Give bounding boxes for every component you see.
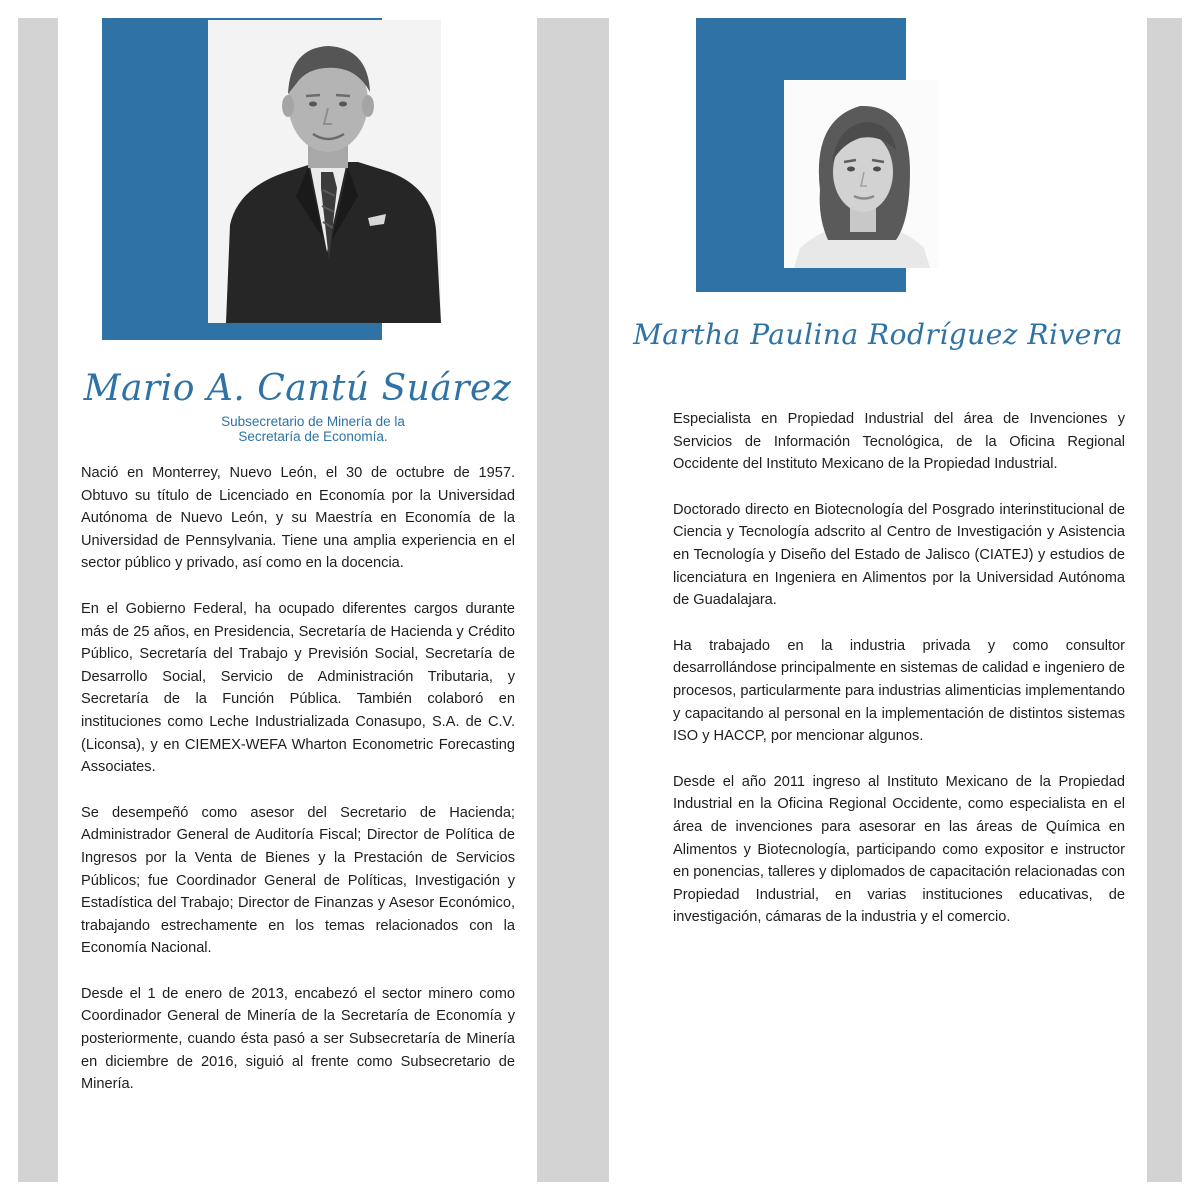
bio-paragraph: En el Gobierno Federal, ha ocupado diferentes cargos durante más de 25 años, en Presidencia, Secretaría de Hacienda y Crédito Público, Secretaría del Trabajo y Previsión Social, Secretaría de Desarrollo Social, Servicio de Administración Tributaria, y Secretaría de la Función Pública. También colaboró en instituciones como Leche Industrializada Conasupo, S.A. de C.V. (Liconsa), y en CIEMEX-WEFA Wharton Econometric Forecasting Associates. [81, 600, 515, 776]
profile-photo-woman [784, 80, 939, 268]
profile-name-left: Mario A. Cantú Suárez [83, 368, 512, 409]
bio-paragraph: Se desempeñó como asesor del Secretario de Hacienda; Administrador General de Auditoría Fiscal; Director de Política de Ingresos por la Venta de Bienes y la Prestación de Servicios Públicos; fue Coordinador General de Políticas, Investigación y Estadística del Trabajo; Director de Finanzas y Asesor Económico, trabajando estrechamente en los temas relacionados con la Economía Nacional. [81, 804, 515, 957]
profile-bio-right [673, 408, 1125, 952]
bio-paragraph: Desde el año 2011 ingreso al Instituto Mexicano de la Propiedad Industrial en la Oficina Regional Occidente, como especialista en el área de invenciones para asesorar en las áreas de Química en Alimentos y Biotecnología, participando como expositor e instructor en ponencias, talleres y diplomados de capacitación relacionadas con Propiedad Industrial, en varias instituciones educativas, de investigación, cámaras de la industria y el comercio. [673, 773, 1125, 926]
portrait-woman-illustration [784, 80, 939, 268]
bio-paragraph: Nació en Monterrey, Nuevo León, el 30 de octubre de 1957. Obtuvo su título de Licenciado en Economía por la Universidad Autónoma de Nuevo León, y su Maestría en Economía de la Universidad de Pennsylvania. Tiene una amplia experiencia en el sector público y privado, así como en la docencia. [81, 465, 515, 572]
profile-title-line-2: Secretaría de Economía. [238, 429, 388, 444]
profile-title-line-1: Subsecretario de Minería de la [221, 414, 405, 429]
profile-title-left [178, 414, 448, 444]
page-gutter-middle-2 [590, 18, 609, 1182]
profile-photo-man [208, 20, 441, 323]
profile-card-right [609, 18, 1147, 1182]
bio-paragraph: Doctorado directo en Biotecnología del Posgrado interinstitucional de Ciencia y Tecnología adscrito al Centro de Investigación y Asistencia en Tecnología y Diseño del Estado de Jalisco (CIATEJ) y estudios de licenciatura en Ingeniera en Alimentos por la Universidad Autónoma de Guadalajara. [673, 501, 1125, 609]
profile-bio-left [81, 462, 515, 1119]
bio-paragraph: Desde el 1 de enero de 2013, encabezó el sector minero como Coordinador General de Minería de la Secretaría de Economía y posteriormente, cuando ésta pasó a ser Subsecretaría de Minería en diciembre de 2016, siguió al frente como Subsecretario de Minería. [81, 985, 515, 1093]
profile-name-right: Martha Paulina Rodríguez Rivera [633, 318, 1123, 351]
page-gutter-left [18, 18, 58, 1182]
profile-card-left [58, 18, 537, 1182]
page-gutter-right [1147, 18, 1182, 1182]
bio-paragraph: Ha trabajado en la industria privada y como consultor desarrollándose principalmente en sistemas de calidad e ingeniero de procesos, particularmente para industrias alimenticias implementando y capacitando al personal en la implementación de distintos sistemas ISO y HACCP, por mencionar algunos. [673, 637, 1125, 745]
page-gutter-middle [537, 18, 590, 1182]
bio-paragraph: Especialista en Propiedad Industrial del área de Invenciones y Servicios de Información Tecnológica, de la Oficina Regional Occidente del Instituto Mexicano de la Propiedad Industrial. [673, 411, 1125, 473]
portrait-man-illustration [208, 20, 441, 323]
